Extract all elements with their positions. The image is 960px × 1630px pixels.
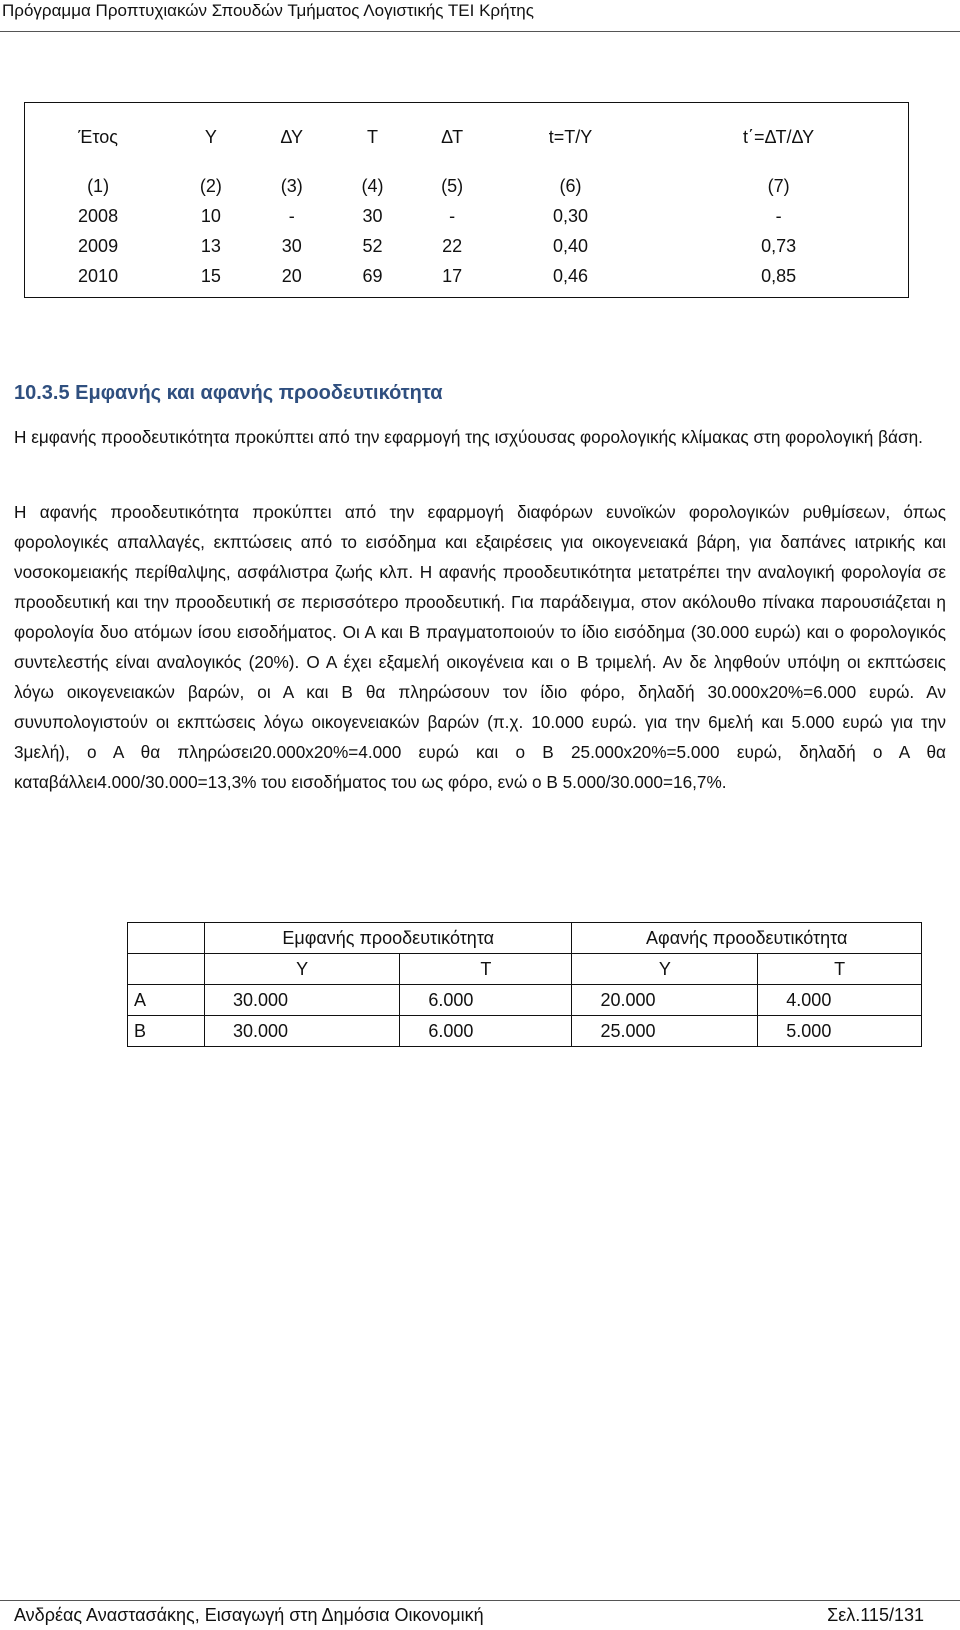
section-heading: 10.3.5 Εμφανής και αφανής προοδευτικότητα <box>14 382 443 404</box>
table-cell: 0,85 <box>761 265 797 286</box>
table-cell: 30 <box>362 205 383 226</box>
column-number: (4) <box>361 175 384 196</box>
header-cell: t=T/Y <box>548 126 593 147</box>
table-cell: 5.000 <box>758 1016 922 1047</box>
table-subheader-row <box>128 954 922 985</box>
column-number: (5) <box>441 175 464 196</box>
table-cell: 22 <box>442 235 463 256</box>
table-cell: 20 <box>281 265 302 286</box>
table-cell: 15 <box>200 265 221 286</box>
column-number: (2) <box>199 175 222 196</box>
subheader-cell: Τ <box>400 954 572 985</box>
table-cell: 13 <box>200 235 221 256</box>
header-cell: Τ <box>367 126 379 147</box>
table-row <box>25 231 909 261</box>
table-cell: 2009 <box>78 235 119 256</box>
running-header <box>0 0 960 32</box>
paragraph-apparent-progressivity: Η εμφανής προοδευτικότητα προκύπτει από την εφαρμογή της ισχύουσας φορολογικής κλίμακας στη φορολογική βάση. <box>14 427 923 447</box>
row-label: Α <box>128 985 205 1016</box>
table-cell: - <box>775 205 782 226</box>
table-cell: 20.000 <box>572 985 758 1016</box>
subheader-cell: Τ <box>758 954 922 985</box>
table-row <box>25 261 909 291</box>
column-number-row <box>25 171 909 201</box>
header-cell: ΔΥ <box>280 126 304 147</box>
column-number: (7) <box>767 175 790 196</box>
table-bottom-padding <box>25 291 909 298</box>
column-number: (1) <box>87 175 110 196</box>
table-header-row <box>25 103 909 172</box>
table-cell: 4.000 <box>758 985 922 1016</box>
running-footer <box>0 1600 960 1630</box>
corner-cell <box>128 954 205 985</box>
table-cell: 0,40 <box>553 235 589 256</box>
table-cell: 25.000 <box>572 1016 758 1047</box>
progressivity-example-table <box>127 922 922 1047</box>
page-number: Σελ.115/131 <box>827 1605 924 1625</box>
subheader-cell: Υ <box>572 954 758 985</box>
table-cell: 0,73 <box>761 235 797 256</box>
paragraph-hidden-progressivity: Η αφανής προοδευτικότητα προκύπτει από την εφαρμογή διαφόρων ευνοϊκών φορολογικών ρυθμίσεων, όπως φορολογικές απαλλαγές, εκπτώσεις από το εισόδημα και εξαιρέσεις για οικογενειακά βάρη, για δαπάνες ιατρικής και νοσοκομειακής περίθαλψης, ασφάλιστρα ζωής κλπ. Η αφανής προοδευτικότητα μετατρέπει την αναλογική φορολογία σε προοδευτική και την προοδευτική σε περισσότερο προοδευτική. Για παράδειγμα, στον ακόλουθο πίνακα παρουσιάζεται η φορολογία δυο ατόμων ίσου εισοδήματος. Οι Α και Β πραγματοποιούν το ίδιο εισόδημα (30.000 ευρώ) και ο φορολογικός συντελεστής είναι αναλογικός (20%). Ο Α έχει εξαμελή οικογένεια και ο Β τριμελή. Αν δε ληφθούν υπόψη οι εκπτώσεις λόγω οικογενειακών βαρών, οι Α και Β θα πληρώσουν τον ίδιο φόρο, δηλαδή 30.000x20%=6.000 ευρώ. Αν συνυπολογιστούν οι εκπτώσεις λόγω οικογενειακών βαρών (π.χ. 10.000 ευρώ. για την 6μελή και 5.000 ευρώ για την 3μελή), ο Α θα πληρώσει20.000x20%=4.000 ευρώ και ο Β 25.000x20%=5.000 ευρώ, δηλαδή ο Α θα καταβάλλει4.000/30.000=13,3% του εισοδήματος του ως φόρο, ενώ ο Β 5.000/30.000=16,7%. <box>14 502 946 792</box>
footer-author-title: Ανδρέας Αναστασάκης, Εισαγωγή στη Δημόσια Οικονομική <box>14 1605 484 1625</box>
row-label: Β <box>128 1016 205 1047</box>
table-cell: 0,30 <box>553 205 589 226</box>
corner-cell <box>128 923 205 954</box>
column-number: (6) <box>559 175 582 196</box>
growth-table <box>24 102 909 298</box>
table-cell: 2008 <box>78 205 119 226</box>
header-cell: Έτος <box>78 126 118 147</box>
header-cell: ΔΤ <box>441 126 464 147</box>
table-row <box>128 985 922 1016</box>
header-title: Πρόγραμμα Προπτυχιακών Σπουδών Τμήματος Λογιστικής ΤΕΙ Κρήτης <box>2 1 534 20</box>
group-header: Αφανής προοδευτικότητα <box>572 923 922 954</box>
table-cell: 17 <box>442 265 463 286</box>
table-cell: 6.000 <box>400 1016 572 1047</box>
table-cell: 30 <box>281 235 302 256</box>
table-cell: 6.000 <box>400 985 572 1016</box>
table-cell: 30.000 <box>205 985 400 1016</box>
table-cell: 30.000 <box>205 1016 400 1047</box>
table-cell: 2010 <box>78 265 119 286</box>
table-cell: - <box>288 205 295 226</box>
table-header-row <box>128 923 922 954</box>
subheader-cell: Υ <box>205 954 400 985</box>
column-number: (3) <box>280 175 303 196</box>
table-row <box>128 1016 922 1047</box>
table-cell: 69 <box>362 265 383 286</box>
table-cell: 0,46 <box>553 265 589 286</box>
table-cell: 52 <box>362 235 383 256</box>
group-header: Εμφανής προοδευτικότητα <box>205 923 572 954</box>
table-cell: - <box>449 205 456 226</box>
table-cell: 10 <box>200 205 221 226</box>
header-cell: Υ <box>204 126 217 147</box>
table-row <box>25 201 909 231</box>
header-cell: t΄=ΔΤ/ΔΥ <box>743 126 815 147</box>
